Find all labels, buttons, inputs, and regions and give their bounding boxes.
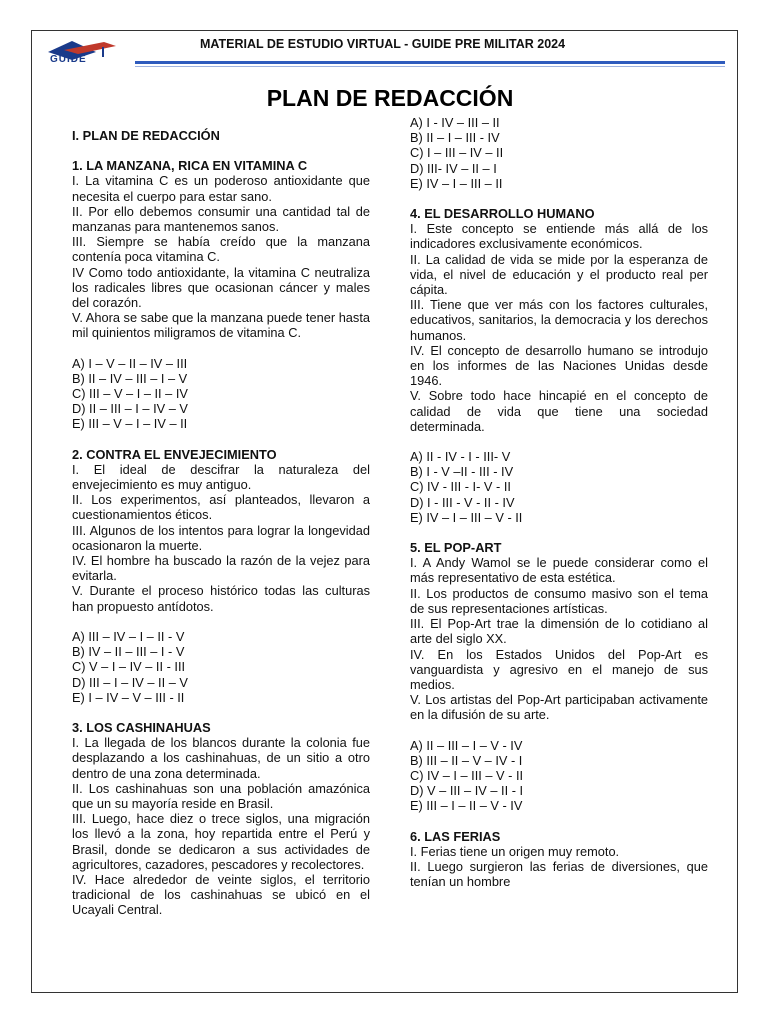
q5-line: V. Los artistas del Pop-Art participaban activamente en la difusión de su arte.: [410, 692, 708, 723]
q4-line: IV. El concepto de desarrollo humano se introdujo en los informes de las Naciones Unidas desde 1946.: [410, 342, 708, 389]
header-rule-thin: [135, 66, 725, 67]
header-rule: [135, 61, 725, 64]
q3-option: B) II – I – III - IV: [410, 130, 500, 146]
q4-line: III. Tiene que ver más con los factores culturales, educativos, sanitarios, la democracia y los derechos humanos.: [410, 297, 708, 343]
q5-line: I. A Andy Wamol se le puede considerar como el más representativo de esta estética.: [410, 555, 708, 586]
q2-option: A) III – IV – I – II - V: [72, 628, 185, 644]
q3-line-continued: [72, 872, 370, 918]
q1-line: IV Como todo antioxidante, la vitamina C neutraliza los radicales libres que ocasionan cáncer y males del corazón.: [72, 264, 370, 311]
q1-option: C) III – V – I – II – IV: [72, 386, 188, 402]
q1-line: II. Por ello debemos consumir una cantidad tal de manzanas para mantenemos sanos.: [72, 203, 370, 235]
q3-line: III. Luego, hace diez o trece siglos, una migración los llevó a la zona, hoy repartida entre el Perú y Brasil, donde se dedicaron a sus actividades de agricultores, cazadores, pescadores y recolectores.: [72, 811, 370, 872]
q1-option: D) II – III – I – IV – V: [72, 401, 188, 417]
q4-line: II. La calidad de vida se mide por la esperanza de vida, el nivel de educación y el producto real per cápita.: [410, 251, 708, 298]
q4-option: E) IV – I – III – V - II: [410, 509, 523, 525]
q3-option: A) I - IV – III – II: [410, 115, 500, 130]
section-title: I. PLAN DE REDACCIÓN: [72, 128, 220, 143]
q1-option: E) III – V – I – IV – II: [72, 416, 188, 432]
page-title: PLAN DE REDACCIÓN: [266, 85, 514, 111]
q1-line: I. La vitamina C es un poderoso antioxidante que necesita el cuerpo para estar sano.: [72, 173, 370, 204]
q2-line: IV. El hombre ha buscado la razón de la vejez para evitarla.: [72, 553, 370, 584]
q4-option: B) I - V –II - III - IV: [410, 464, 514, 480]
left-column: [72, 128, 370, 918]
q4-title: 4. EL DESARROLLO HUMANO: [410, 206, 595, 222]
q3-title: 3. LOS CASHINAHUAS: [72, 719, 211, 735]
q2-title: 2. CONTRA EL ENVEJECIMIENTO: [72, 446, 277, 462]
q1-option: B) II – IV – III – I – V: [72, 370, 188, 386]
q2-option: D) III – I – IV – II – V: [72, 674, 188, 690]
q2-option: E) I – IV – V – III - II: [72, 689, 185, 705]
q2-option: C) V – I – IV – II - III: [72, 659, 186, 675]
header-title: MATERIAL DE ESTUDIO VIRTUAL - GUIDE PRE MILITAR 2024: [200, 37, 566, 51]
q3-option: D) III- IV – II – I: [410, 160, 497, 176]
q1-option: A) I – V – II – IV – III: [72, 355, 188, 371]
q3-line: II. Los cashinahuas son una población amazónica que un su mayoría reside en Brasil.: [72, 780, 370, 811]
q5-option: C) IV – I – III – V - II: [410, 767, 524, 783]
q2-line: II. Los experimentos, así planteados, llevaron a cuestionamientos éticos.: [72, 492, 370, 523]
q1-title: 1. LA MANZANA, RICA EN VITAMINA C: [72, 158, 308, 174]
q6-line: II. Luego surgieron las ferias de diversiones, que tenían un hombre: [410, 858, 708, 890]
q3-line: I. La llegada de los blancos durante la colonia fue desplazando a los cashinahuas, de un sitio a otro dentro de una zona determinada.: [72, 735, 370, 781]
right-column: [410, 115, 708, 889]
q3-option: E) IV – I – III – II: [410, 175, 503, 191]
q3-option: C) I – III – IV – II: [410, 145, 504, 161]
q2-option: B) IV – II – III – I - V: [72, 644, 185, 660]
q1-line: III. Siempre se había creído que la manzana contenía poca vitamina C.: [72, 234, 370, 265]
q2-line: III. Algunos de los intentos para lograr la longevidad ocasionaron la muerte.: [72, 522, 370, 553]
q5-line: IV. En los Estados Unidos del Pop-Art es vanguardista y agresivo en el manejo de sus medios.: [410, 646, 708, 692]
q5-line: II. Los productos de consumo masivo son el tema de sus representaciones artísticas.: [410, 585, 708, 616]
q5-line: III. El Pop-Art trae la dimensión de lo cotidiano al arte del siglo XX.: [410, 616, 708, 647]
q5-title: 5. EL POP-ART: [410, 540, 502, 556]
logo-text: GUIDE: [50, 54, 87, 65]
q4-option: D) I - III - V - II - IV: [410, 494, 515, 510]
q6-line: I. Ferias tiene un origen muy remoto.: [410, 843, 620, 859]
q2-line: V. Durante el proceso histórico todas las culturas han propuesto antídotos.: [72, 583, 370, 614]
q4-line: V. Sobre todo hace hincapié en el concepto de calidad de vida que tiene una sociedad determinada.: [410, 388, 708, 434]
q5-option: B) III – II – V – IV - I: [410, 752, 523, 768]
q4-option: A) II - IV - I - III- V: [410, 449, 511, 465]
q5-option: A) II – III – I – V - IV: [410, 737, 523, 753]
q1-line: V. Ahora se sabe que la manzana puede tener hasta mil quinientos miligramos de vitamina C.: [72, 310, 370, 341]
q4-option: C) IV - III - I- V - II: [410, 479, 511, 495]
q2-line: I. El ideal de descifrar la naturaleza del envejecimiento es muy antiguo.: [72, 461, 370, 493]
q5-option: E) III – I – II – V - IV: [410, 798, 523, 814]
q6-title: 6. LAS FERIAS: [410, 828, 501, 844]
q4-line: I. Este concepto se entiende más allá de los indicadores exclusivamente económicos.: [410, 221, 708, 252]
q3-line-4: IV. Hace alrededor de veinte siglos, el territorio tradicional de los cashinahuas se ubicó en el Ucayali Central.: [72, 871, 370, 918]
q5-option: D) V – III – IV – II - I: [410, 783, 524, 799]
